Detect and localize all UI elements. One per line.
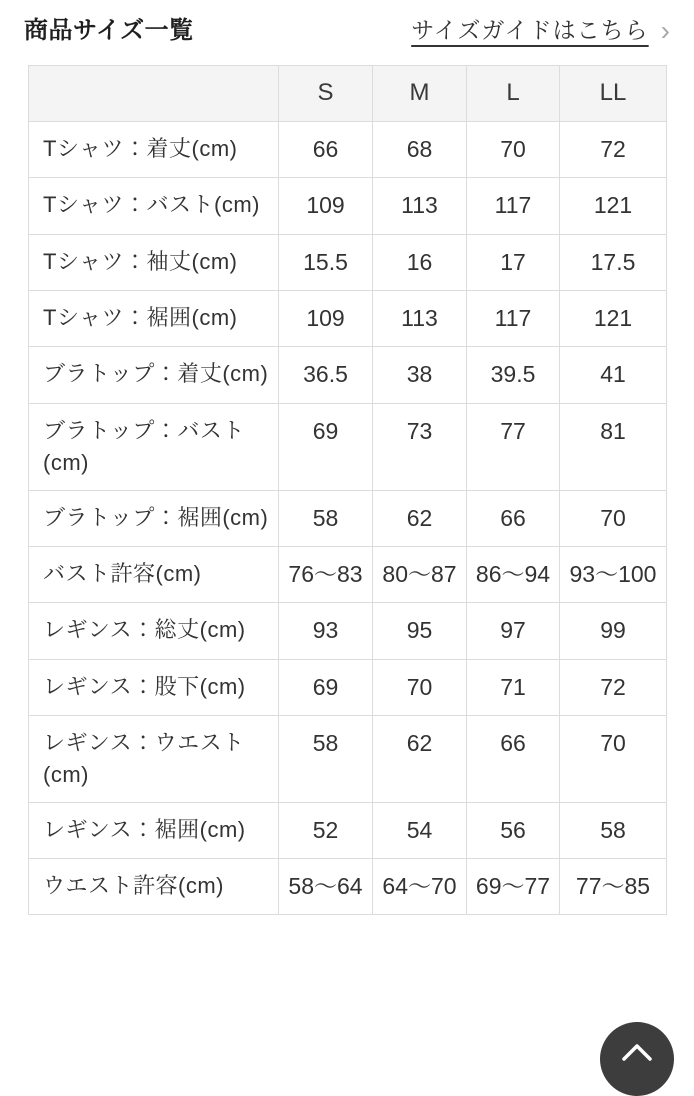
cell-value: 121 (560, 178, 667, 234)
cell-value: 52 (279, 802, 373, 858)
table-corner-cell (29, 66, 279, 122)
cell-value: 38 (373, 347, 467, 403)
scroll-to-top-button[interactable] (600, 1022, 674, 1096)
cell-value: 66 (467, 490, 560, 546)
cell-value: 117 (467, 291, 560, 347)
column-header-s: S (279, 66, 373, 122)
cell-value: 93～100 (560, 546, 667, 602)
cell-value: 58 (279, 715, 373, 802)
cell-value: 39.5 (467, 347, 560, 403)
page-header (0, 0, 694, 45)
cell-value: 81 (560, 403, 667, 490)
cell-value: 56 (467, 802, 560, 858)
cell-value: 69～77 (467, 859, 560, 915)
table-row (29, 347, 667, 403)
cell-value: 113 (373, 291, 467, 347)
cell-value: 95 (373, 603, 467, 659)
cell-value: 41 (560, 347, 667, 403)
row-label: バスト許容(cm) (29, 546, 279, 602)
cell-value: 70 (373, 659, 467, 715)
table-row (29, 403, 667, 490)
cell-value: 58 (279, 490, 373, 546)
cell-value: 97 (467, 603, 560, 659)
cell-value: 76～83 (279, 546, 373, 602)
cell-value: 54 (373, 802, 467, 858)
table-row (29, 603, 667, 659)
cell-value: 93 (279, 603, 373, 659)
size-guide-link-label: サイズガイドはこちら (411, 17, 649, 43)
size-guide-link[interactable] (411, 12, 670, 45)
row-label: Tシャツ：裾囲(cm) (29, 291, 279, 347)
cell-value: 80～87 (373, 546, 467, 602)
row-label: レギンス：総丈(cm) (29, 603, 279, 659)
table-row (29, 490, 667, 546)
cell-value: 113 (373, 178, 467, 234)
cell-value: 17.5 (560, 234, 667, 290)
cell-value: 62 (373, 490, 467, 546)
row-label: Tシャツ：袖丈(cm) (29, 234, 279, 290)
cell-value: 15.5 (279, 234, 373, 290)
cell-value: 71 (467, 659, 560, 715)
row-label: ウエスト許容(cm) (29, 859, 279, 915)
table-row (29, 291, 667, 347)
table-row (29, 715, 667, 802)
row-label: Tシャツ：着丈(cm) (29, 122, 279, 178)
cell-value: 69 (279, 403, 373, 490)
cell-value: 64～70 (373, 859, 467, 915)
cell-value: 70 (560, 490, 667, 546)
row-label: ブラトップ：裾囲(cm) (29, 490, 279, 546)
table-row (29, 859, 667, 915)
table-row (29, 546, 667, 602)
cell-value: 77～85 (560, 859, 667, 915)
cell-value: 86～94 (467, 546, 560, 602)
size-table-header-row (29, 66, 667, 122)
cell-value: 117 (467, 178, 560, 234)
chevron-right-icon: › (660, 15, 670, 46)
row-label: ブラトップ：着丈(cm) (29, 347, 279, 403)
cell-value: 68 (373, 122, 467, 178)
table-row (29, 802, 667, 858)
cell-value: 121 (560, 291, 667, 347)
row-label: レギンス：ウエスト(cm) (29, 715, 279, 802)
table-row (29, 122, 667, 178)
cell-value: 109 (279, 291, 373, 347)
row-label: レギンス：股下(cm) (29, 659, 279, 715)
table-row (29, 178, 667, 234)
column-header-ll: LL (560, 66, 667, 122)
cell-value: 58 (560, 802, 667, 858)
cell-value: 66 (467, 715, 560, 802)
cell-value: 62 (373, 715, 467, 802)
size-table-body (29, 122, 667, 915)
cell-value: 72 (560, 122, 667, 178)
row-label: Tシャツ：バスト(cm) (29, 178, 279, 234)
table-row (29, 659, 667, 715)
column-header-m: M (373, 66, 467, 122)
cell-value: 58～64 (279, 859, 373, 915)
cell-value: 77 (467, 403, 560, 490)
table-row (29, 234, 667, 290)
cell-value: 17 (467, 234, 560, 290)
chevron-up-icon (616, 1040, 658, 1064)
cell-value: 70 (467, 122, 560, 178)
row-label: レギンス：裾囲(cm) (29, 802, 279, 858)
cell-value: 72 (560, 659, 667, 715)
cell-value: 70 (560, 715, 667, 802)
cell-value: 73 (373, 403, 467, 490)
column-header-l: L (467, 66, 560, 122)
product-size-table (28, 65, 667, 915)
cell-value: 99 (560, 603, 667, 659)
cell-value: 66 (279, 122, 373, 178)
cell-value: 109 (279, 178, 373, 234)
page-title: 商品サイズ一覧 (24, 17, 194, 44)
row-label: ブラトップ：バスト(cm) (29, 403, 279, 490)
cell-value: 16 (373, 234, 467, 290)
cell-value: 36.5 (279, 347, 373, 403)
cell-value: 69 (279, 659, 373, 715)
